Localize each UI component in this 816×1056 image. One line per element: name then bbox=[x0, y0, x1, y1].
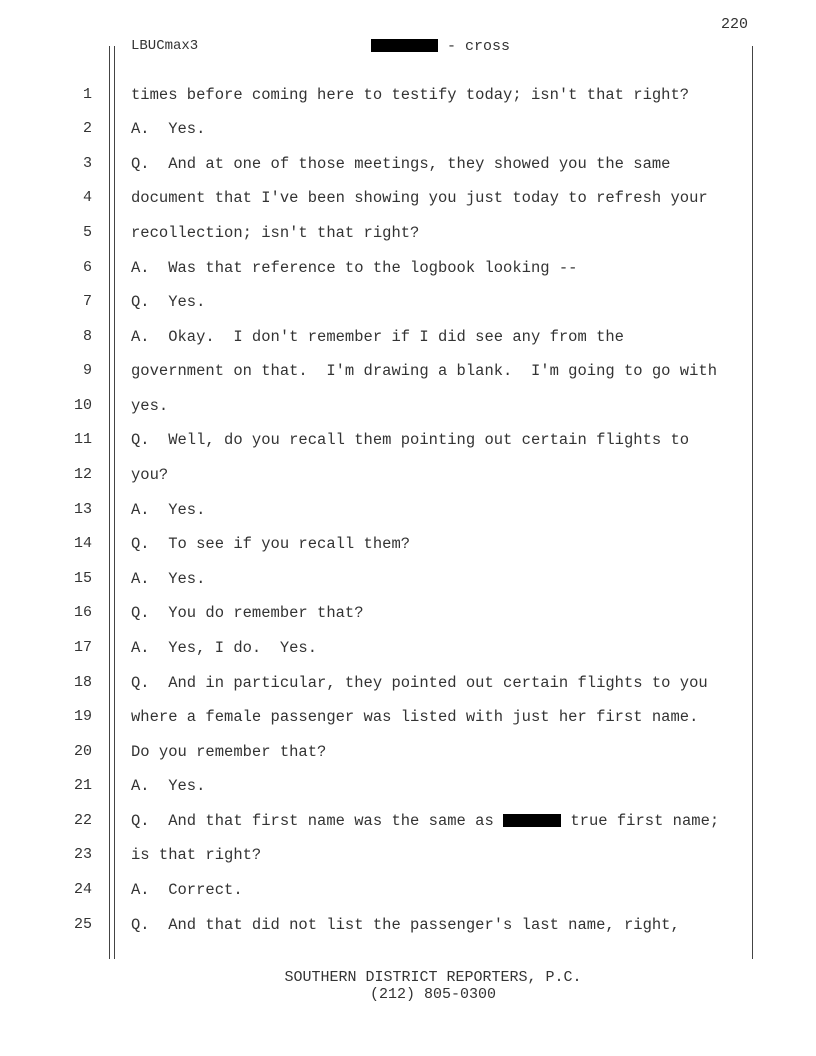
transcript-line: A. Was that reference to the logbook looking -- bbox=[131, 259, 578, 277]
transcript-line: Q. And that did not list the passenger's last name, right, bbox=[131, 916, 680, 934]
transcript-line: is that right? bbox=[131, 846, 262, 864]
transcript-line: recollection; isn't that right? bbox=[131, 224, 420, 242]
line-number: 3 bbox=[82, 155, 92, 172]
line-number: 18 bbox=[73, 674, 92, 691]
transcript-line: document that I've been showing you just today to refresh your bbox=[131, 189, 708, 207]
transcript-line: Do you remember that? bbox=[131, 743, 327, 761]
line-number: 21 bbox=[73, 777, 92, 794]
line-number: 17 bbox=[73, 639, 92, 656]
transcript-line: A. Correct. bbox=[131, 881, 243, 899]
line-number: 11 bbox=[73, 431, 92, 448]
line-number: 4 bbox=[82, 189, 92, 206]
header-case-code: LBUCmax3 bbox=[131, 38, 199, 54]
transcript-line: Q. And in particular, they pointed out certain flights to you bbox=[131, 674, 708, 692]
line-number: 6 bbox=[82, 259, 92, 276]
transcript-line: A. Yes. bbox=[131, 120, 206, 138]
transcript-line: Q. Yes. bbox=[131, 293, 206, 311]
line-number: 14 bbox=[73, 535, 92, 552]
transcript-line: Q. And at one of those meetings, they showed you the same bbox=[131, 155, 671, 173]
redaction-box bbox=[371, 39, 438, 52]
line-number: 23 bbox=[73, 846, 92, 863]
transcript-line bbox=[131, 812, 719, 830]
transcript-line: A. Yes. bbox=[131, 501, 206, 519]
line-number: 7 bbox=[82, 293, 92, 310]
transcript-line: A. Yes, I do. Yes. bbox=[131, 639, 318, 657]
footer-reporter-name: SOUTHERN DISTRICT REPORTERS, P.C. bbox=[284, 969, 582, 986]
transcript-line: times before coming here to testify today; isn't that right? bbox=[131, 86, 690, 104]
page-number: 220 bbox=[720, 16, 748, 33]
header-section bbox=[371, 38, 510, 55]
transcript-line: A. Yes. bbox=[131, 570, 206, 588]
transcript-line-before: Q. And that first name was the same as bbox=[131, 812, 504, 830]
line-number: 1 bbox=[82, 86, 92, 103]
line-number: 13 bbox=[73, 501, 92, 518]
line-number: 24 bbox=[73, 881, 92, 898]
line-number: 2 bbox=[82, 120, 92, 137]
transcript-line: you? bbox=[131, 466, 169, 484]
right-rule bbox=[752, 46, 753, 959]
transcript-line: where a female passenger was listed with just her first name. bbox=[131, 708, 699, 726]
line-number: 10 bbox=[73, 397, 92, 414]
transcript-line: yes. bbox=[131, 397, 169, 415]
line-number: 9 bbox=[82, 362, 92, 379]
transcript-line: Q. Well, do you recall them pointing out certain flights to bbox=[131, 431, 690, 449]
left-rule-outer bbox=[109, 46, 110, 959]
left-rule-inner bbox=[114, 46, 115, 959]
redaction-box bbox=[503, 814, 561, 827]
transcript-line: government on that. I'm drawing a blank. I'm going to go with bbox=[131, 362, 717, 380]
line-number: 20 bbox=[73, 743, 92, 760]
footer bbox=[0, 969, 816, 1003]
line-number: 5 bbox=[82, 224, 92, 241]
transcript-line: A. Yes. bbox=[131, 777, 206, 795]
footer-phone: (212) 805-0300 bbox=[369, 986, 497, 1003]
line-number: 12 bbox=[73, 466, 92, 483]
line-number: 22 bbox=[73, 812, 92, 829]
line-number: 25 bbox=[73, 916, 92, 933]
transcript-line-after: true first name; bbox=[561, 812, 720, 830]
header-section-label: - cross bbox=[438, 38, 511, 55]
transcript-line: A. Okay. I don't remember if I did see any from the bbox=[131, 328, 624, 346]
transcript-line: Q. You do remember that? bbox=[131, 604, 364, 622]
line-number: 8 bbox=[82, 328, 92, 345]
line-number: 15 bbox=[73, 570, 92, 587]
transcript-line: Q. To see if you recall them? bbox=[131, 535, 411, 553]
line-number: 16 bbox=[73, 604, 92, 621]
line-number: 19 bbox=[73, 708, 92, 725]
